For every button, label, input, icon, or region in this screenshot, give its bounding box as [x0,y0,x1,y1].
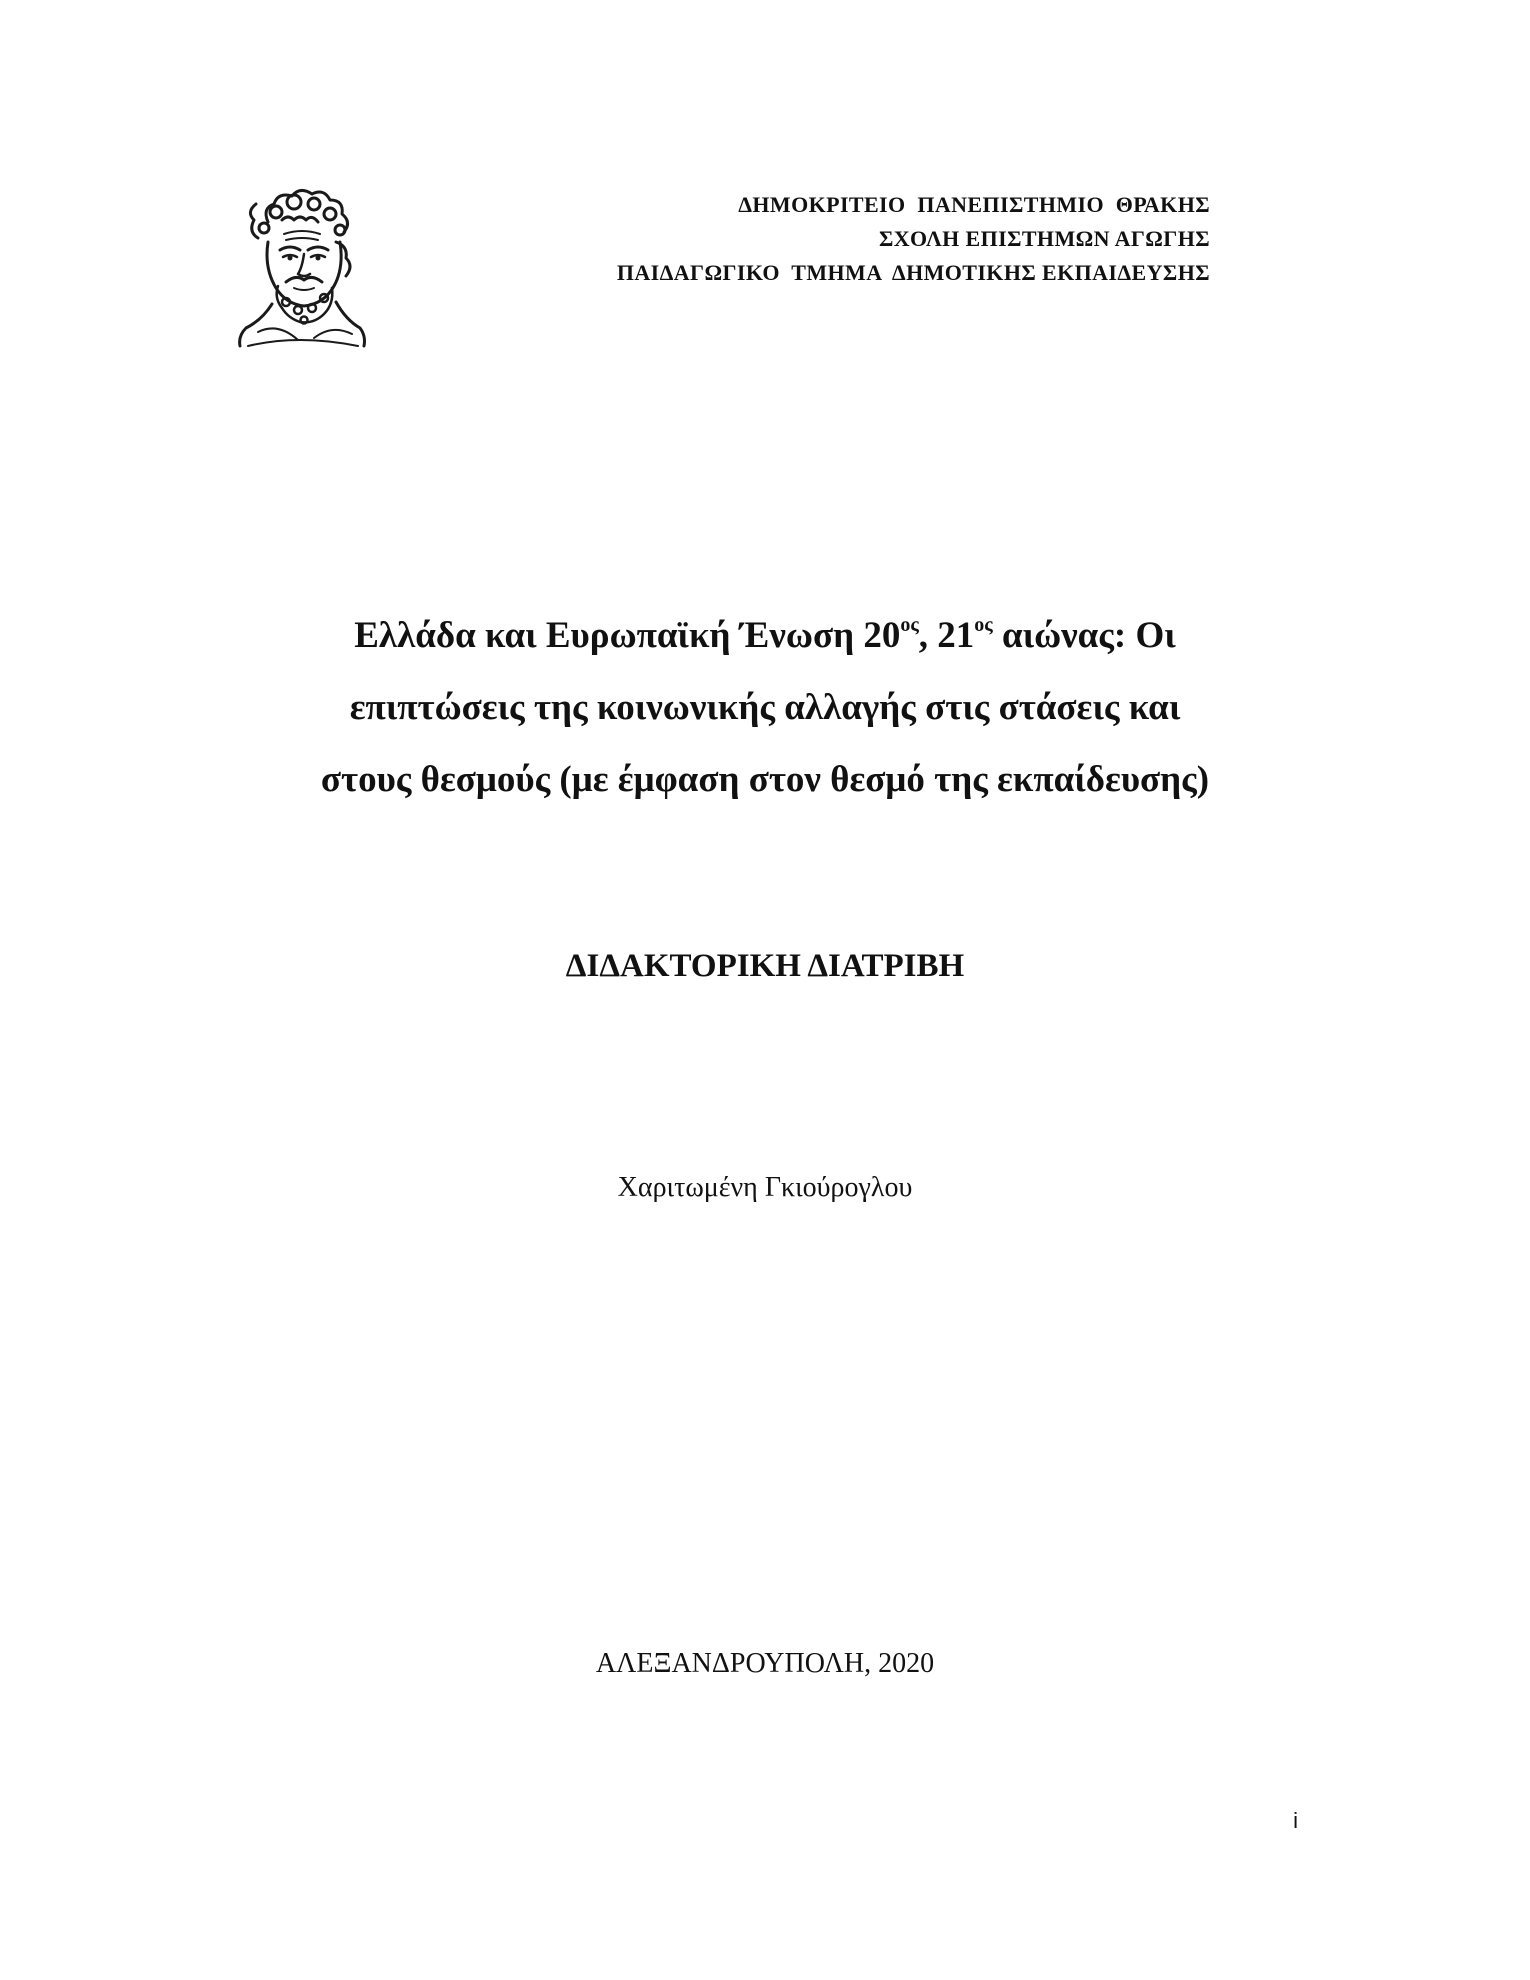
university-name: ΔΗΜΟΚΡΙΤΕΙΟ ΠΑΝΕΠΙΣΤΗΜΙΟ ΘΡΑΚΗΣ [738,192,1210,217]
author-name: Χαριτωμένη Γκιούρογλου [617,1172,913,1203]
thesis-title-line-3: στους θεσμούς (με έμφαση στον θεσμό της εκπαίδευσης) [320,759,1210,800]
place-and-date: ΑΛΕΞΑΝΔΡΟΥΠΟΛΗ, 2020 [595,1648,935,1679]
title-text-part-1: Ελλάδα και Ευρωπαϊκή Ένωση 20 [354,615,901,656]
page-number: i [1293,1808,1298,1833]
title-superscript-1: ος [900,614,919,636]
democritus-portrait-icon [228,182,376,350]
school-name: ΣΧΟΛΗ ΕΠΙΣΤΗΜΩΝ ΑΓΩΓΗΣ [878,226,1210,251]
thesis-title-line-1 [200,600,1330,672]
thesis-title-line-2: επιπτώσεις της κοινωνικής αλλαγής στις στάσεις και [349,687,1181,728]
thesis-title [200,600,1330,816]
institution-header [617,188,1210,290]
title-superscript-2: ος [974,614,993,636]
title-text-part-2: , 21 [918,615,975,656]
thesis-type-heading: ΔΙΔΑΚΤΟΡΙΚΗ ΔΙΑΤΡΙΒΗ [565,948,965,984]
title-text-part-3: αιώνας: Οι [992,615,1176,656]
department-name: ΠΑΙΔΑΓΩΓΙΚΟ ΤΜΗΜΑ ΔΗΜΟΤΙΚΗΣ ΕΚΠΑΙΔΕΥΣΗΣ [616,260,1210,285]
